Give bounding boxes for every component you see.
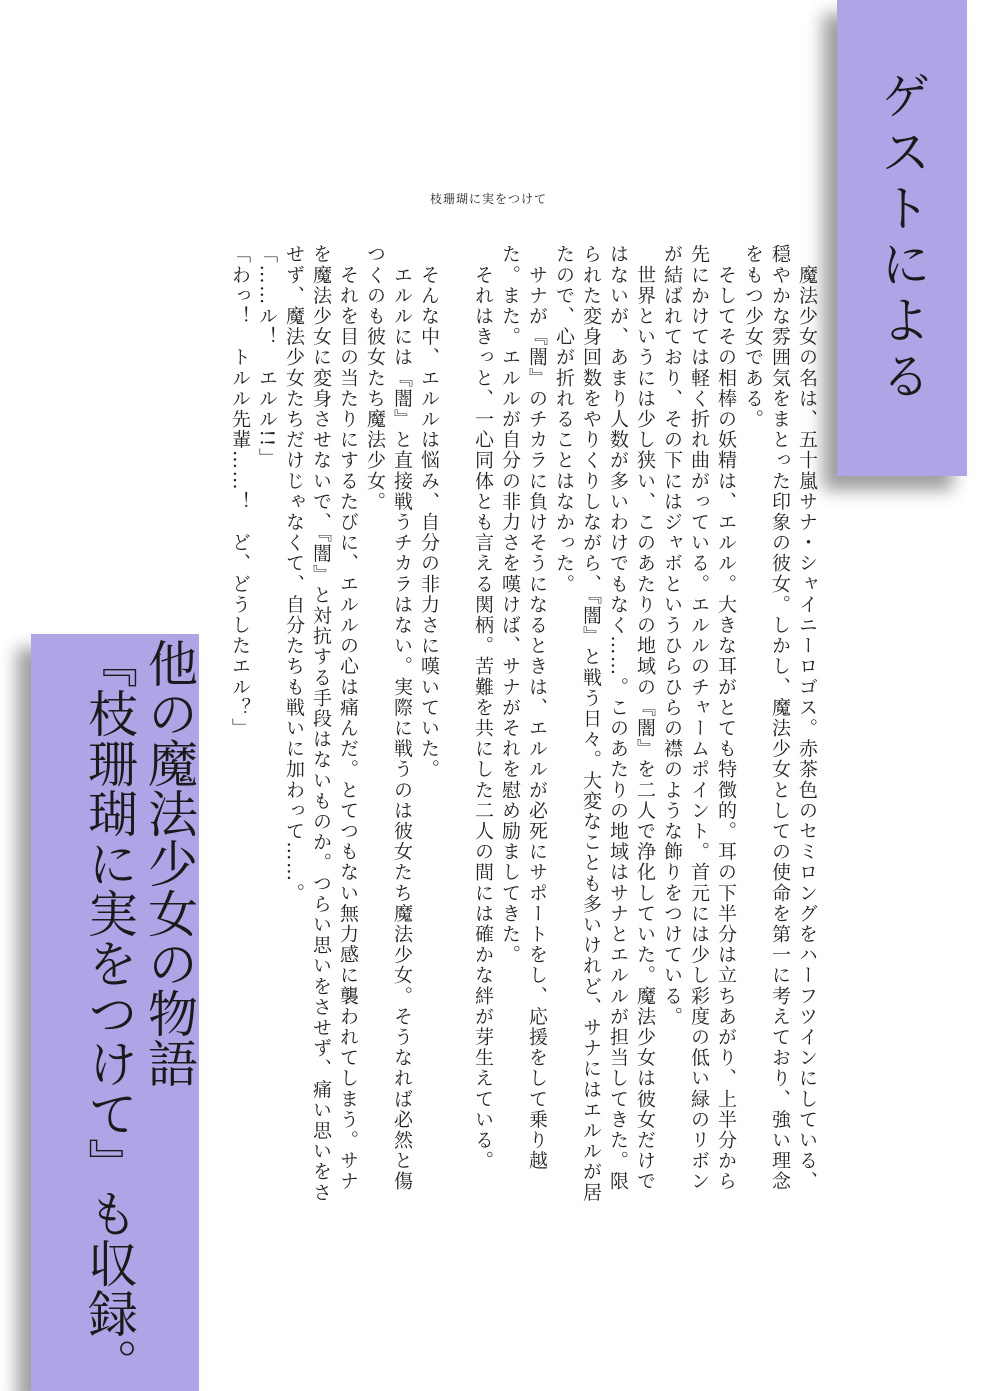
story-paragraph: そんな中、エルルは悩み、自分の非力さに嘆いていた。	[418, 244, 440, 780]
story-paragraph: サナが『闇』のチカラに負けそうになるときは、エルルが必死にサポートをし、応援をして乗り越た。また。エルルが自分の非力さを嘆けば、サナがそれを慰め励ましてきた。	[499, 244, 548, 1171]
story-paragraph: エルルには『闇』と直接戦うチカラはない。実際に戦うのは彼女たち魔法少女。そうなれば必然と傷つくのも彼女たち魔法少女。	[364, 244, 413, 1192]
story-dialogue: 「……ル！ エルル!!」	[256, 244, 278, 469]
included-story-banner	[31, 634, 199, 1391]
page-running-header: 枝珊瑚に実をつけて	[430, 192, 548, 206]
story-paragraph: それはきっと、一心同体とも言える関柄。苦難を共にした二人の間には確かな絆が芽生えている。	[472, 244, 494, 1171]
story-paragraph: そしてその相棒の妖精は、エルル。大きな耳がとても特徴的。耳の下半分は立ちあがり、上半分から先にかけては軽く折れ曲がっている。エルルのチャームポイント。首元には少し彩度の低い緑のリボンが結ばれており、その下にはジャボというひらひらの襟のような飾りをつけている。	[661, 244, 737, 1192]
story-paragraph: 魔法少女の名は、五十嵐サナ・シャイニーロゴス。赤茶色のセミロングをハーフツインにしている、穏やかな雰囲気をまとった印象の彼女。しかし、魔法少女としての使命を第一に考えており、強い理念をもつ少女である。	[742, 244, 818, 1192]
story-blank-line	[442, 244, 469, 1204]
guest-banner-text: ゲストによる	[873, 70, 931, 406]
story-paragraph: 世界というには少し狭い、このあたりの地域の『闇』を二人で浄化していた。魔法少女は彼女だけではないが、あまり人数が多いわけでもなく……。このあたりの地域はサナとエルルが担当してきた。限られた変身回数をやりくりしながら、『闇』と戦う日々。大変なことも多いけれど、サナにはエルルが居たので、心が折れることはなかった。	[553, 244, 656, 1203]
story-dialogue: 「わっ！ トルル先輩……！ ど、どうしたエル？」	[229, 244, 251, 739]
included-story-line1: 他の魔法少女の物語	[140, 638, 198, 1088]
guest-banner	[837, 0, 967, 476]
story-excerpt	[200, 244, 820, 1204]
story-paragraph: それを目の当たりにするたびに、エルルの心は痛んだ。とてつもない無力感に襲われてしまう。サナを魔法少女に変身させないで、『闇』と対抗する手段はないものか。つらい思いをさせず、痛い思いをさせず、魔法少女たちだけじゃなくて、自分たちも戦いに加わって……。	[283, 244, 359, 1203]
included-story-line2: 『枝珊瑚に実をつけて』も収録。	[80, 638, 138, 1388]
